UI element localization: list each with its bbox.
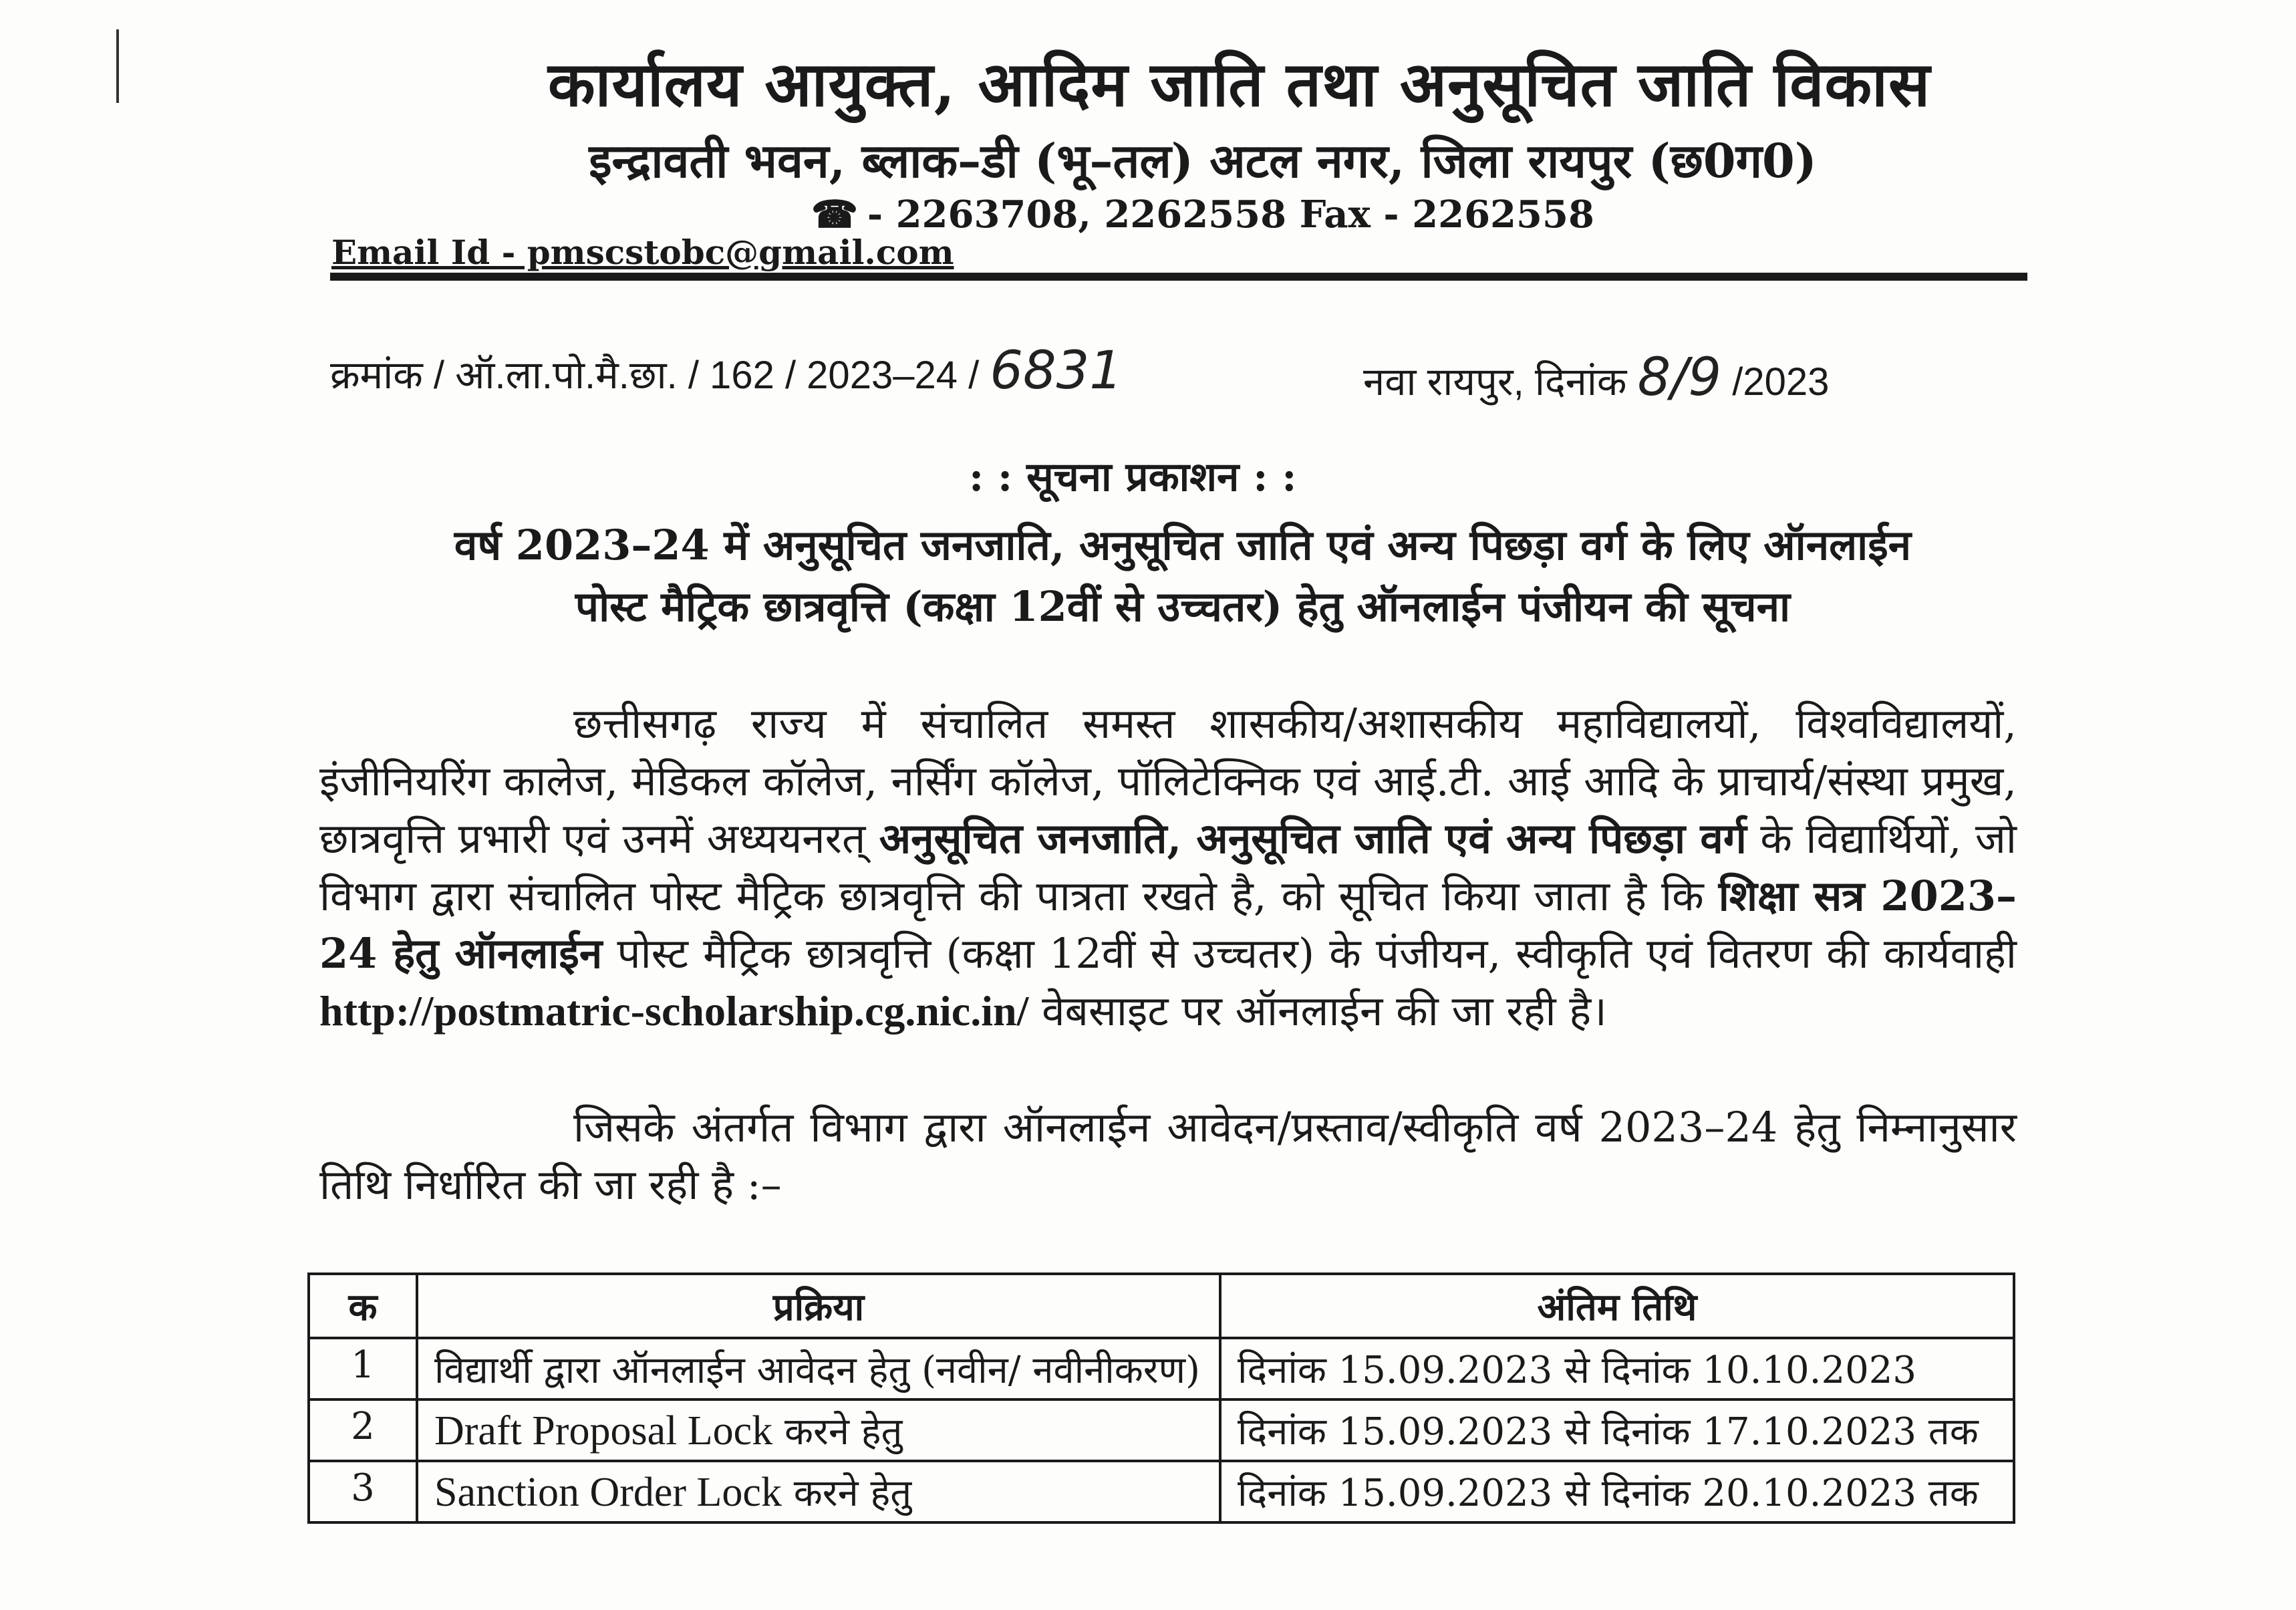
row-process-latin: Sanction Order Lock [434,1470,782,1515]
para1-part-c: पोस्ट मैट्रिक छात्रवृत्ति (कक्षा 12वीं से उच्चतर) के पंजीयन, स्वीकृति एवं वितरण की कार्यवाही [617,929,2017,978]
para2-text: जिसके अंतर्गत विभाग द्वारा ऑनलाईन आवेदन/प्रस्ताव/स्वीकृति वर्ष 2023–24 हेतु निम्नानुसार तिथि निर्धारित की जा रही है :– [319,1103,2017,1209]
row-process-text: विद्यार्थी द्वारा ऑनलाईन आवेदन हेतु (नवीन/ नवीनीकरण) [434,1349,1200,1392]
row-process [417,1338,1220,1399]
para1-bold-session: शिक्षा सत्र 2023–24 हेतु ऑनलाईन [319,871,2017,978]
handwritten-date: 8/9 [1637,348,1722,408]
notice-subject [334,515,2031,638]
row-date: दिनांक 15.09.2023 से दिनांक 10.10.2023 [1220,1338,2014,1399]
reference-prefix: क्रमांक / ऑ.ला.पो.मै.छा. / 162 / 2023–24 / [330,354,980,397]
place-date-prefix: नवा रायपुर, दिनांक [1363,360,1627,404]
body-paragraph-2 [319,1099,2017,1214]
table-row [309,1338,2014,1399]
para1-bold-categories: अनुसूचित जनजाति, अनुसूचित जाति एवं अन्य पिछड़ा वर्ग [879,814,1747,863]
row-serial: 3 [309,1461,417,1522]
para1-part-a: छत्तीसगढ़ राज्य में संचालित समस्त शासकीय/अशासकीय महाविद्यालयों, विश्वविद्यालयों, इंजीनियरिंग कालेज, मेडिकल कॉलेज, नर्सिंग कॉलेज, पॉलिटेक्निक एवं आई.टी. आई आदि के प्राचार्य/संस्था प्रमुख, छात्रवृत्ति प्रभारी एवं उनमें अध्ययनरत् [319,699,2017,863]
row-process [417,1461,1220,1522]
row-process-text: करने हेतु [772,1410,903,1454]
row-serial: 2 [309,1399,417,1461]
header-process: प्रक्रिया [417,1274,1220,1338]
row-date: दिनांक 15.09.2023 से दिनांक 20.10.2023 तक [1220,1461,2014,1522]
date-year: /2023 [1732,360,1830,404]
row-date: दिनांक 15.09.2023 से दिनांक 17.10.2023 तक [1220,1399,2014,1461]
reference-number [330,341,1123,401]
row-process [417,1399,1220,1461]
header-serial: क [309,1274,417,1338]
office-email: Email Id - pmscstobc@gmail.com [331,233,954,272]
notice-heading: : : सूचना प्रकाशन : : [969,454,1297,501]
phone-icon: ☎ [811,192,858,237]
reference-handwritten-number: 6831 [990,341,1123,401]
scan-artifact-line [116,29,119,103]
place-date [1363,348,1829,408]
phone-numbers: - 2263708, 2262558 Fax - 2262558 [867,192,1594,237]
office-phone [548,192,1858,237]
para1-part-b: के विद्यार्थियों, जो विभाग द्वारा संचालित पोस्ट मैट्रिक छात्रवृत्ति की पात्रता रखते है, को सूचित किया जाता है कि [319,814,2017,920]
office-address: इन्द्रावती भवन, ब्लाक–डी (भू–तल) अटल नगर, जिला रायपुर (छ0ग0) [589,133,1817,188]
table-header-row [309,1274,2014,1338]
table-row [309,1399,2014,1461]
row-serial: 1 [309,1338,417,1399]
header-last-date: अंतिम तिथि [1220,1274,2014,1338]
para1-part-d: वेबसाइट पर ऑनलाईन की जा रही है। [1042,986,1607,1035]
schedule-table [307,1272,2015,1524]
row-process-latin: Draft Proposal Lock [434,1408,773,1454]
header-divider [330,273,2027,281]
subject-line-2: पोस्ट मैट्रिक छात्रवृत्ति (कक्षा 12वीं से उच्चतर) हेतु ऑनलाईन पंजीयन की सूचना [575,582,1791,631]
subject-line-1: वर्ष 2023–24 में अनुसूचित जनजाति, अनुसूचित जाति एवं अन्य पिछड़ा वर्ग के लिए ऑनलाईन [454,521,1912,569]
table-row [309,1461,2014,1522]
body-paragraph-1 [319,695,2017,1040]
row-process-text: करने हेतु [781,1472,912,1515]
office-title: कार्यालय आयुक्त, आदिम जाति तथा अनुसूचित जाति विकास [548,48,1931,120]
scholarship-website-link[interactable]: http://postmatric-scholarship.cg.nic.in/ [319,987,1029,1035]
